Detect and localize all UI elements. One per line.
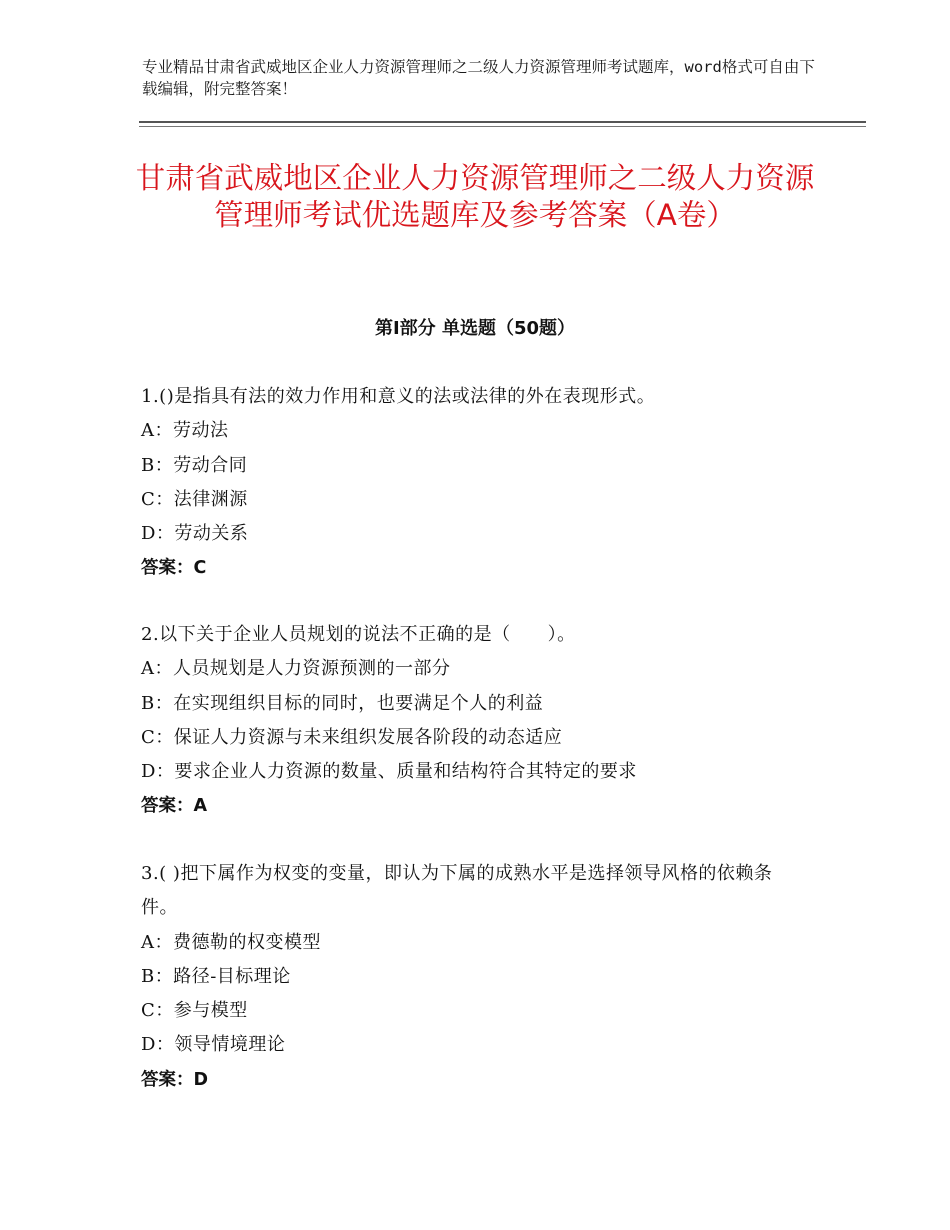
option-c: C：法律渊源: [141, 488, 248, 510]
option-a: A：人员规划是人力资源预测的一部分: [141, 658, 451, 680]
question-1: [141, 380, 811, 586]
question-stem: 3.( )把下属作为权变的变量，即认为下属的成熟水平是选择领导风格的依赖条件。: [141, 863, 773, 919]
option-d: D：劳动关系: [141, 523, 249, 545]
section-title: 第Ⅰ部分 单选题（50题）: [374, 318, 575, 339]
option-d: D：领导情境理论: [141, 1034, 286, 1056]
question-2: [141, 618, 811, 824]
answer-line: 答案：C: [141, 558, 207, 579]
option-d: D：要求企业人力资源的数量、质量和结构符合其特定的要求: [141, 761, 637, 783]
question-stem: 1.()是指具有法的效力作用和意义的法或法律的外在表现形式。: [141, 386, 656, 407]
answer-line: 答案：D: [141, 1069, 209, 1090]
option-c: C：参与模型: [141, 1000, 248, 1022]
document-title: 甘肃省武威地区企业人力资源管理师之二级人力资源管理师考试优选题库及参考答案（A卷）: [135, 161, 815, 232]
header-divider-thin: [139, 126, 866, 127]
option-a: A：费德勒的权变模型: [141, 931, 321, 953]
option-c: C：保证人力资源与未来组织发展各阶段的动态适应: [141, 726, 563, 748]
question-3: [141, 857, 811, 1097]
option-b: B：路径-目标理论: [141, 965, 291, 987]
header-note: 专业精品甘肃省武威地区企业人力资源管理师之二级人力资源管理师考试题库，word格式可自由下载编辑，附完整答案！: [142, 58, 815, 98]
answer-line: 答案：A: [141, 796, 208, 817]
header-divider-thick: [139, 121, 866, 123]
question-stem: 2.以下关于企业人员规划的说法不正确的是（ ）。: [141, 624, 576, 645]
option-b: B：劳动合同: [141, 454, 248, 476]
option-a: A：劳动法: [141, 420, 229, 442]
option-b: B：在实现组织目标的同时，也要满足个人的利益: [141, 692, 544, 714]
